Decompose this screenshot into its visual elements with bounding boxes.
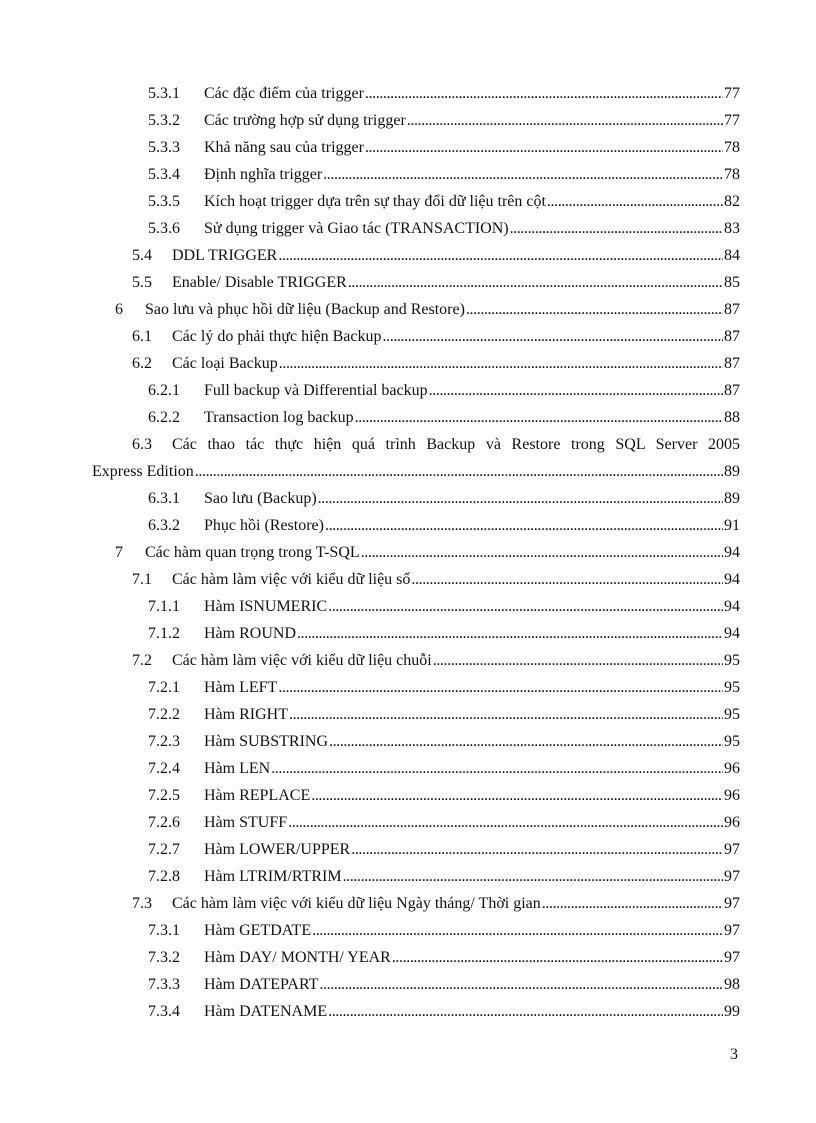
toc-entry-title: Hàm DATENAME xyxy=(204,1003,328,1020)
dot-leader xyxy=(297,620,723,647)
toc-entry-page: 91 xyxy=(724,517,740,534)
toc-entry[interactable] xyxy=(92,269,740,296)
dot-leader xyxy=(355,404,723,431)
dot-leader xyxy=(271,755,723,782)
toc-entry[interactable] xyxy=(92,377,740,404)
toc-entry-title: Các trường hợp sử dụng trigger xyxy=(204,112,406,129)
toc-entry-title: Các hàm làm việc với kiểu dữ liệu Ngày tháng/ Thời gian xyxy=(172,895,541,912)
toc-entry[interactable] xyxy=(92,620,740,647)
toc-entry-page: 78 xyxy=(724,139,740,156)
toc-entry-number: 7.1 xyxy=(132,571,152,588)
toc-entry-number: 7.2.7 xyxy=(148,841,180,858)
dot-leader xyxy=(343,863,723,890)
toc-entry-page: 97 xyxy=(724,895,740,912)
toc-entry[interactable] xyxy=(92,539,740,566)
dot-leader xyxy=(411,566,723,593)
toc-entry-number: 7.1.1 xyxy=(148,598,180,615)
toc-entry-title: Hàm DATEPART xyxy=(204,976,319,993)
dot-leader xyxy=(365,134,723,161)
toc-entry-page: 97 xyxy=(724,949,740,966)
toc-entry-page: 94 xyxy=(724,625,740,642)
toc-entry-page: 84 xyxy=(724,247,740,264)
toc-list-b xyxy=(92,485,740,1025)
dot-leader xyxy=(312,917,723,944)
page-number: 3 xyxy=(730,1046,738,1063)
toc-entry-page: 87 xyxy=(724,382,740,399)
toc-entry[interactable] xyxy=(92,971,740,998)
dot-leader xyxy=(351,836,723,863)
toc-entry[interactable] xyxy=(92,890,740,917)
toc-entry[interactable] xyxy=(92,323,740,350)
toc-entry[interactable] xyxy=(92,512,740,539)
toc-entry-number: 6.2.2 xyxy=(148,409,180,426)
toc-entry[interactable] xyxy=(92,701,740,728)
toc-entry-page: 99 xyxy=(724,1003,740,1020)
toc-entry-page: 95 xyxy=(724,733,740,750)
dot-leader xyxy=(325,512,723,539)
toc-entry-page: 83 xyxy=(724,220,740,237)
toc-entry-page: 87 xyxy=(724,355,740,372)
toc-entry-number: 5.3.4 xyxy=(148,166,180,183)
dot-leader xyxy=(289,701,723,728)
toc-entry-page: 78 xyxy=(724,166,740,183)
toc-entry-page: 96 xyxy=(724,760,740,777)
toc-entry[interactable] xyxy=(92,647,740,674)
toc-entry-title: Hàm ROUND xyxy=(204,625,296,642)
dot-leader xyxy=(278,242,723,269)
dot-leader xyxy=(288,809,723,836)
toc-entry-page: 95 xyxy=(724,706,740,723)
toc-entry[interactable] xyxy=(92,134,740,161)
dot-leader xyxy=(433,647,723,674)
toc-entry-title: Hàm LEFT xyxy=(204,679,278,696)
toc-entry[interactable] xyxy=(92,593,740,620)
toc-entry[interactable] xyxy=(92,296,740,323)
toc-entry-page: 77 xyxy=(724,112,740,129)
toc-entry-wrapped-line1[interactable] xyxy=(92,431,740,458)
toc-entry-title: Các đặc điểm của trigger xyxy=(204,85,364,102)
toc-entry-title: Định nghĩa trigger xyxy=(204,166,323,183)
toc-entry[interactable] xyxy=(92,917,740,944)
toc-entry-title: Full backup và Differential backup xyxy=(204,382,428,399)
toc-entry-page: 94 xyxy=(724,598,740,615)
toc-entry-page: 95 xyxy=(724,679,740,696)
toc-entry-number: 5.4 xyxy=(132,247,152,264)
toc-entry-title: Hàm STUFF xyxy=(204,814,288,831)
toc-entry[interactable] xyxy=(92,836,740,863)
toc-entry[interactable] xyxy=(92,728,740,755)
toc-entry[interactable] xyxy=(92,998,740,1025)
dot-leader xyxy=(323,161,723,188)
toc-entry-number: 7.2.5 xyxy=(148,787,180,804)
toc-list-a xyxy=(92,80,740,431)
toc-entry-title: Các hàm làm việc với kiểu dữ liệu số xyxy=(172,571,411,588)
toc-entry-number: 6.3.2 xyxy=(148,517,180,534)
toc-entry-number: 7.2.4 xyxy=(148,760,180,777)
toc-entry[interactable] xyxy=(92,485,740,512)
toc-entry-title: Sử dụng trigger và Giao tác (TRANSACTION) xyxy=(204,220,509,237)
toc-entry-title-continued: Express Edition xyxy=(92,463,194,480)
toc-entry-title: Phục hồi (Restore) xyxy=(204,517,324,534)
toc-entry-page: 97 xyxy=(724,841,740,858)
dot-leader xyxy=(542,890,723,917)
toc-entry-page: 85 xyxy=(724,274,740,291)
toc-entry-wrapped-line2[interactable] xyxy=(92,458,740,485)
toc-entry[interactable] xyxy=(92,107,740,134)
dot-leader xyxy=(278,674,723,701)
toc-entry-page: 87 xyxy=(724,328,740,345)
toc-entry-number: 7.3.4 xyxy=(148,1003,180,1020)
toc-entry[interactable] xyxy=(92,161,740,188)
toc-entry-number: 6.3.1 xyxy=(148,490,180,507)
toc-entry[interactable] xyxy=(92,350,740,377)
toc-entry-page: 77 xyxy=(724,85,740,102)
toc-entry-page: 87 xyxy=(724,301,740,318)
toc-entry-title: Kích hoạt trigger dựa trên sự thay đổi dữ liệu trên cột xyxy=(204,193,546,210)
dot-leader xyxy=(510,215,723,242)
toc-entry-page: 95 xyxy=(724,652,740,669)
toc-entry-number: 7.1.2 xyxy=(148,625,180,642)
toc-entry-title: Hàm LEN xyxy=(204,760,271,777)
toc-entry-number: 5.3.2 xyxy=(148,112,180,129)
dot-leader xyxy=(407,107,723,134)
toc-entry-title: Hàm LOWER/UPPER xyxy=(204,841,351,858)
toc-entry-number: 7 xyxy=(115,544,123,561)
toc-entry-number: 6.1 xyxy=(132,328,152,345)
toc-entry-number: 7.2.6 xyxy=(148,814,180,831)
toc-entry[interactable] xyxy=(92,674,740,701)
toc-entry-title: Các hàm làm việc với kiểu dữ liệu chuỗi xyxy=(172,652,432,669)
toc-entry-page: 97 xyxy=(724,922,740,939)
toc-entry-title: Sao lưu (Backup) xyxy=(204,490,317,507)
toc-entry-number: 7.3.2 xyxy=(148,949,180,966)
toc-entry[interactable] xyxy=(92,80,740,107)
toc-entry-page: 88 xyxy=(724,409,740,426)
toc-entry-title: DDL TRIGGER xyxy=(172,247,278,264)
toc-entry-title: Hàm LTRIM/RTRIM xyxy=(204,868,342,885)
dot-leader xyxy=(319,971,723,998)
toc-entry-number: 5.3.5 xyxy=(148,193,180,210)
toc-entry-page: 89 xyxy=(724,463,740,480)
toc-entry-title: Transaction log backup xyxy=(204,409,354,426)
toc-entry-page: 96 xyxy=(724,814,740,831)
dot-leader xyxy=(392,944,723,971)
toc-entry-title: Các loại Backup xyxy=(172,355,278,372)
toc-entry-title: Enable/ Disable TRIGGER xyxy=(172,274,347,291)
table-of-contents xyxy=(92,80,740,1025)
toc-entry[interactable] xyxy=(92,215,740,242)
toc-entry-number: 7.2 xyxy=(132,652,152,669)
toc-entry-title: Hàm DAY/ MONTH/ YEAR xyxy=(204,949,391,966)
toc-entry[interactable] xyxy=(92,188,740,215)
toc-entry[interactable] xyxy=(92,809,740,836)
dot-leader xyxy=(348,269,723,296)
toc-entry[interactable] xyxy=(92,242,740,269)
toc-entry-number: 7.2.2 xyxy=(148,706,180,723)
toc-entry-number: 6.2.1 xyxy=(148,382,180,399)
toc-entry-page: 97 xyxy=(724,868,740,885)
toc-entry-title: Khả năng sau của trigger xyxy=(204,139,364,156)
toc-entry-title: Các hàm quan trọng trong T-SQL xyxy=(145,544,360,561)
dot-leader xyxy=(195,458,723,485)
dot-leader xyxy=(383,323,723,350)
toc-entry-title: Hàm REPLACE xyxy=(204,787,311,804)
dot-leader xyxy=(328,998,723,1025)
toc-entry-title: Hàm RIGHT xyxy=(204,706,288,723)
toc-entry-title: Hàm GETDATE xyxy=(204,922,312,939)
toc-entry-number: 5.3.3 xyxy=(148,139,180,156)
dot-leader xyxy=(547,188,723,215)
toc-entry-number: 7.2.3 xyxy=(148,733,180,750)
dot-leader xyxy=(361,539,723,566)
toc-entry-number: 7.3.1 xyxy=(148,922,180,939)
toc-entry[interactable] xyxy=(92,566,740,593)
toc-entry-title: Hàm ISNUMERIC xyxy=(204,598,328,615)
toc-entry-number: 7.2.1 xyxy=(148,679,180,696)
toc-entry-number: 7.2.8 xyxy=(148,868,180,885)
dot-leader xyxy=(328,593,723,620)
toc-entry-page: 98 xyxy=(724,976,740,993)
toc-entry-page: 94 xyxy=(724,571,740,588)
toc-entry-number: 7.3.3 xyxy=(148,976,180,993)
toc-entry-title: Các thao tác thực hiện quá trình Backup và Restore trong SQL Server 2005 xyxy=(172,436,740,453)
toc-entry-title: Các lý do phải thực hiện Backup xyxy=(172,328,382,345)
dot-leader xyxy=(318,485,723,512)
toc-entry-number: 6 xyxy=(115,301,123,318)
toc-entry-page: 82 xyxy=(724,193,740,210)
toc-entry-number: 5.5 xyxy=(132,274,152,291)
dot-leader xyxy=(329,728,723,755)
toc-entry-number: 7.3 xyxy=(132,895,152,912)
toc-entry[interactable] xyxy=(92,944,740,971)
toc-entry-number: 5.3.6 xyxy=(148,220,180,237)
toc-entry-number: 6.3 xyxy=(132,436,152,453)
toc-entry-title: Sao lưu và phục hồi dữ liệu (Backup and Restore) xyxy=(145,301,465,318)
toc-entry-page: 94 xyxy=(724,544,740,561)
toc-entry[interactable] xyxy=(92,782,740,809)
toc-entry-number: 5.3.1 xyxy=(148,85,180,102)
dot-leader xyxy=(365,80,723,107)
dot-leader xyxy=(466,296,723,323)
toc-entry[interactable] xyxy=(92,755,740,782)
dot-leader xyxy=(429,377,723,404)
toc-entry[interactable] xyxy=(92,404,740,431)
toc-entry[interactable] xyxy=(92,863,740,890)
toc-entry-page: 96 xyxy=(724,787,740,804)
toc-entry-page: 89 xyxy=(724,490,740,507)
toc-entry-number: 6.2 xyxy=(132,355,152,372)
toc-entry-title: Hàm SUBSTRING xyxy=(204,733,329,750)
dot-leader xyxy=(279,350,723,377)
dot-leader xyxy=(311,782,723,809)
